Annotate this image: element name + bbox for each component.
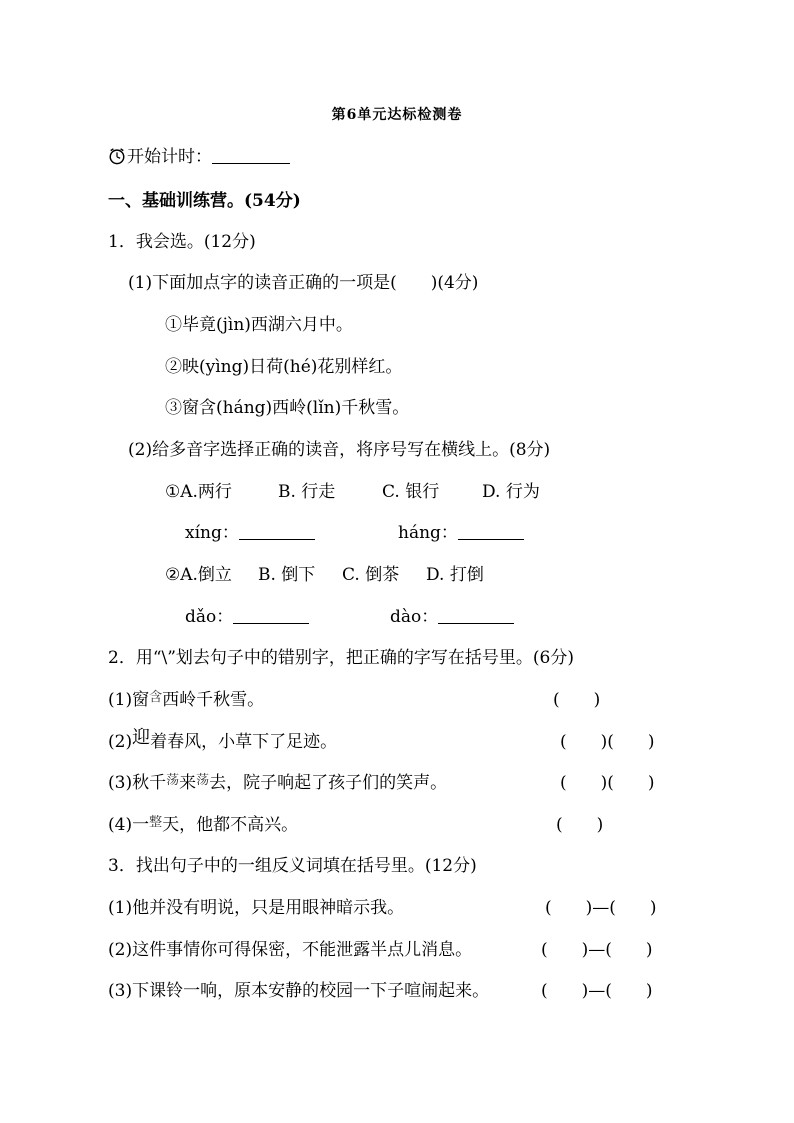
q2-answer-2[interactable]: ( )( )	[560, 732, 655, 752]
q1-p2-row2-d: D. 打倒	[426, 565, 484, 585]
q1-p2-hang	[398, 521, 524, 545]
q2-item-2	[108, 727, 338, 754]
q1-p2-row2-a: ②A.倒立	[165, 565, 232, 585]
q1-p2-row2-c: C. 倒茶	[342, 565, 400, 585]
timer-label: 开始计时：	[127, 147, 212, 167]
pinyin-label: dǎo：	[185, 607, 234, 627]
q3-answer-3[interactable]: ( )—( )	[541, 981, 653, 1001]
answer-blank[interactable]	[438, 605, 514, 624]
q3-heading: 3．找出句子中的一组反义词填在括号里。(12分)	[108, 856, 477, 876]
item-text: 着春风，小草下了足迹。	[150, 732, 338, 752]
item-text: (4)一	[108, 815, 150, 835]
item-text: (3)秋千	[108, 773, 167, 793]
clock-icon	[108, 147, 126, 165]
q1-p2-row1-c: C. 银行	[382, 482, 440, 502]
q1-p2-xing	[185, 521, 315, 545]
q1-p2-row2-b: B. 倒下	[258, 565, 316, 585]
q1-heading: 1．我会选。(12分)	[108, 232, 256, 252]
odd-character[interactable]: 整	[149, 815, 163, 830]
timer-blank[interactable]	[212, 145, 290, 164]
item-text: 去，院子响起了孩子们的笑声。	[209, 773, 448, 793]
q1-p1-prompt: (1)下面加点字的读音正确的一项是( )(4分)	[128, 273, 479, 293]
q1-p2-prompt: (2)给多音字选择正确的读音，将序号写在横线上。(8分)	[128, 440, 551, 460]
item-text: (2)	[108, 732, 133, 752]
q2-item-1	[108, 688, 264, 714]
item-text: 来	[179, 773, 197, 793]
q1-p1-option-1: ①毕竟(jìn)西湖六月中。	[165, 315, 353, 335]
q1-p2-row1-d: D. 行为	[482, 482, 540, 502]
q2-item-3	[108, 771, 447, 797]
answer-blank[interactable]	[233, 605, 309, 624]
q1-p2-dao3	[185, 605, 309, 629]
q2-heading: 2．用“\”划去句子中的错别字，把正确的字写在括号里。(6分)	[108, 648, 575, 668]
pinyin-label: xíng：	[185, 523, 239, 543]
q3-item-2: (2)这件事情你可得保密，不能泄露半点儿消息。	[108, 940, 473, 960]
answer-blank[interactable]	[458, 521, 524, 540]
odd-character[interactable]: 迎	[132, 727, 151, 748]
q1-p1-option-2: ②映(yìng)日荷(hé)花别样红。	[165, 357, 403, 377]
q3-item-3: (3)下课铃一响，原本安静的校园一下子喧闹起来。	[108, 981, 490, 1001]
q1-p2-dao4	[390, 605, 514, 629]
pinyin-label: háng：	[398, 523, 458, 543]
q2-item-4	[108, 813, 298, 839]
item-text: 天，他都不高兴。	[162, 815, 299, 835]
q2-answer-3[interactable]: ( )( )	[560, 773, 655, 793]
q3-item-1: (1)他并没有明说，只是用眼神暗示我。	[108, 898, 405, 918]
q2-answer-4[interactable]: ( )	[556, 815, 604, 835]
q2-answer-1[interactable]: ( )	[553, 690, 601, 710]
odd-character[interactable]: 含	[149, 690, 163, 705]
q1-p1-option-3: ③窗含(háng)西岭(lǐn)千秋雪。	[165, 398, 410, 418]
q1-p2-row1-a: ①A.两行	[165, 482, 232, 502]
q1-p2-row1-b: B. 行走	[278, 482, 336, 502]
item-text: (1)窗	[108, 690, 150, 710]
q3-answer-2[interactable]: ( )—( )	[541, 940, 653, 960]
item-text: 西岭千秋雪。	[162, 690, 265, 710]
odd-character[interactable]: 荡	[196, 773, 210, 788]
page-title: 第6单元达标检测卷	[331, 107, 463, 123]
section1-heading: 一、基础训练营。(54分)	[108, 191, 301, 211]
pinyin-label: dào：	[390, 607, 439, 627]
q3-answer-1[interactable]: ( )—( )	[545, 898, 657, 918]
answer-blank[interactable]	[239, 521, 315, 540]
timer-line	[108, 145, 290, 169]
odd-character[interactable]: 荡	[166, 773, 180, 788]
